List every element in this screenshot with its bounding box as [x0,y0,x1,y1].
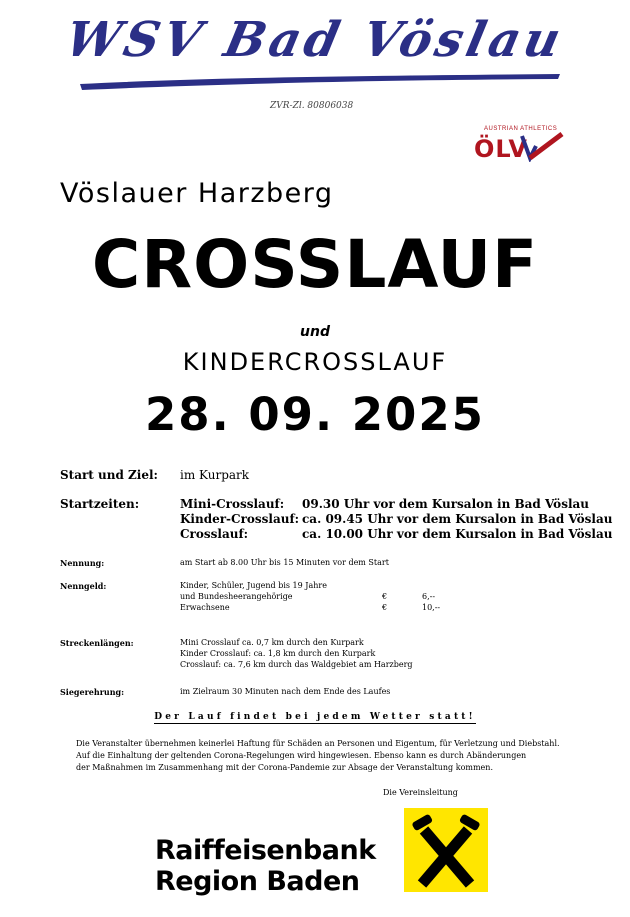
weather-notice [0,712,630,722]
disclaimer [76,738,576,774]
nenngeld-price-youth: 6,-- [422,592,436,601]
startzeit-time-kinder: ca. 09.45 Uhr vor dem Kursalon in Bad Vöslau [302,512,613,526]
startzeit-name-kinder: Kinder-Crosslauf: [180,512,300,526]
strecke-line: Crosslauf: ca. 7,6 km durch das Waldgebiet am Harzberg [180,660,413,669]
event-conjunction: und [300,324,330,340]
siegerehrung-label: Siegerehrung: [60,687,125,697]
strecke-line: Kinder Crosslauf: ca. 1,8 km durch den Kurpark [180,649,376,658]
nennung-label: Nennung: [60,558,105,568]
federation-logo-caption: AUSTRIAN ATHLETICS [484,126,558,132]
nenngeld-line1: Kinder, Schüler, Jugend bis 19 Jahre [180,581,327,590]
nenngeld-price-adult: 10,-- [422,603,441,612]
club-swoosh-underline [78,68,562,92]
nenngeld-line2: und Bundesheerangehörige [180,592,293,601]
startzeit-name-cross: Crosslauf: [180,527,249,541]
disclaimer-line: Auf die Einhaltung der geltenden Corona-Regelungen wird hingewiesen. Ebenso kann es durch Abänderungen [76,751,527,760]
start-ziel-value: im Kurpark [180,468,250,482]
zvr-number: ZVR-Zl. 80806038 [270,101,354,111]
disclaimer-line: Die Veranstalter übernehmen keinerlei Haftung für Schäden an Personen und Eigentum, für Verletzung und Diebstahl. [76,739,560,748]
signature: Die Vereinsleitung [383,788,458,797]
siegerehrung-value: im Zielraum 30 Minuten nach dem Ende des Laufes [180,687,391,696]
oelv-logo-text: ÖLV [474,135,528,162]
sponsor-name-line1: Raiffeisenbank [155,835,376,866]
nenngeld-line3: Erwachsene [180,603,230,612]
strecken-label: Streckenlängen: [60,638,134,648]
event-place: Vöslauer Harzberg [60,178,334,209]
startzeit-time-mini: 09.30 Uhr vor dem Kursalon in Bad Vöslau [302,497,590,511]
startzeiten-label: Startzeiten: [60,497,140,511]
nenngeld-currency-adult: € [382,603,388,612]
event-subtitle: KINDERCROSSLAUF [182,348,448,376]
event-title: CROSSLAUF [91,226,539,303]
nenngeld-label: Nenngeld: [60,581,107,591]
startzeit-time-cross: ca. 10.00 Uhr vor dem Kursalon in Bad Vöslau [302,527,613,541]
strecke-line: Mini Crosslauf ca. 0,7 km durch den Kurpark [180,638,364,647]
sponsor-name-line2: Region Baden [155,866,360,897]
sponsor-name [155,835,376,897]
nenngeld-currency-youth: € [382,592,388,601]
start-ziel-label: Start und Ziel: [60,468,158,482]
raiffeisen-gable-cross-icon [404,808,488,892]
nennung-value: am Start ab 8.00 Uhr bis 15 Minuten vor dem Start [180,558,389,567]
club-name: WSV Bad Vöslau [60,12,570,68]
oelv-logo-icon [470,126,565,162]
event-date: 28. 09. 2025 [144,388,485,441]
startzeit-name-mini: Mini-Crosslauf: [180,497,285,511]
disclaimer-line: der Maßnahmen im Zusammenhang mit der Corona-Pandemie zur Absage der Veranstaltung kommen. [76,763,493,772]
weather-notice-text: Der Lauf findet bei jedem Wetter statt! [154,712,476,722]
